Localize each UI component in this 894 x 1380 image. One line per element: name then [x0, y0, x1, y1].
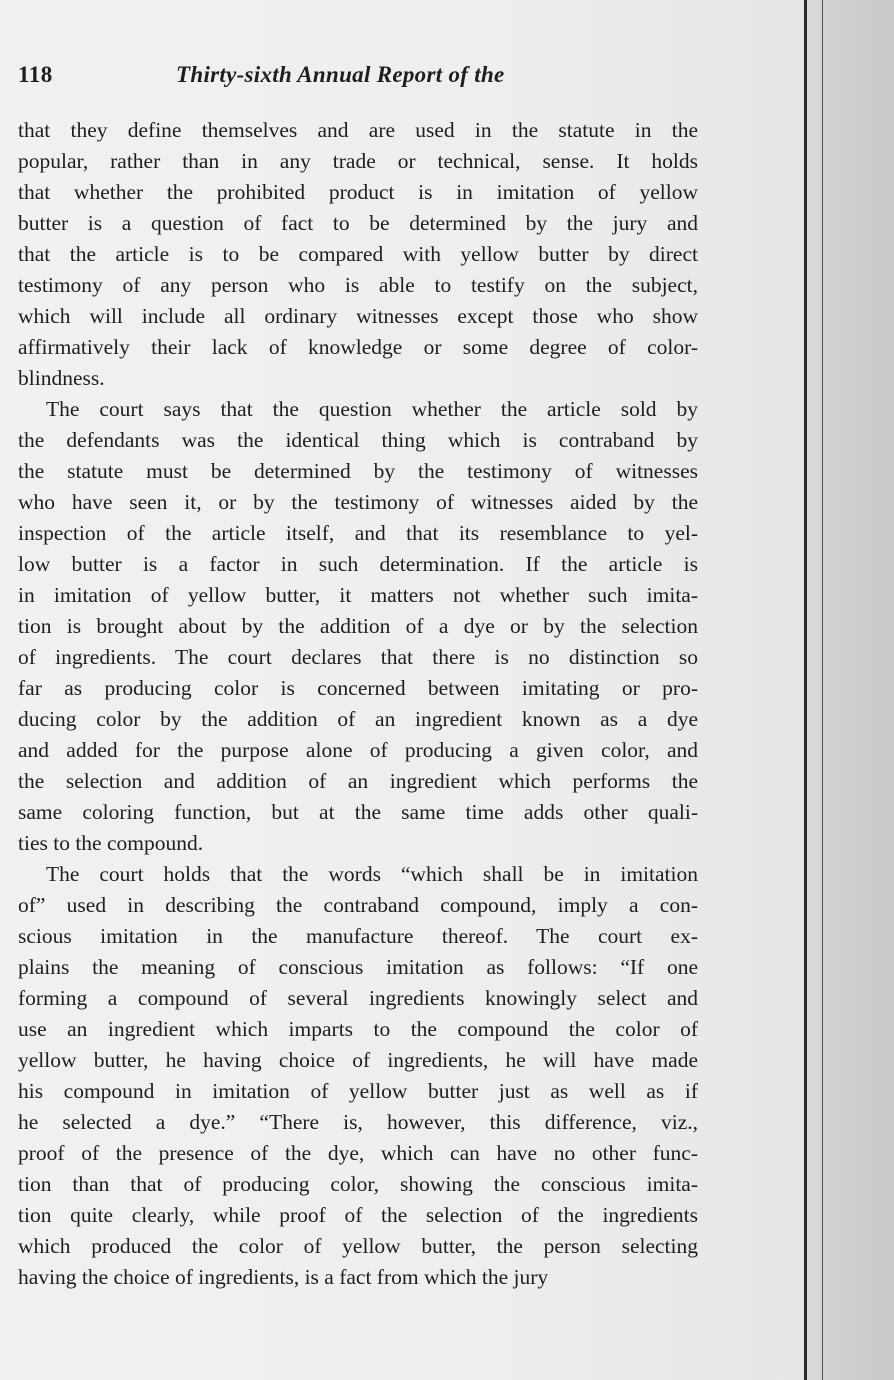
running-header: [18, 60, 698, 92]
text-line: plains the meaning of conscious imitation as follows: “If one: [18, 955, 698, 979]
text-line: ties to the compound.: [18, 831, 204, 855]
text-line: who have seen it, or by the testimony of witnesses aided by the: [18, 490, 698, 514]
text-line: The court holds that the words “which shall be in imitation: [46, 862, 698, 886]
text-line: butter is a question of fact to be determined by the jury and: [18, 211, 698, 235]
text-line: of ingredients. The court declares that there is no distinction so: [18, 645, 698, 669]
paragraph: [18, 115, 698, 394]
text-line: proof of the presence of the dye, which can have no other func-: [18, 1141, 698, 1165]
text-line: far as producing color is concerned between imitating or pro-: [18, 676, 698, 700]
text-line: his compound in imitation of yellow butter just as well as if: [18, 1079, 698, 1103]
text-line: the defendants was the identical thing which is contraband by: [18, 428, 698, 452]
text-line: that whether the prohibited product is in imitation of yellow: [18, 180, 698, 204]
text-line: inspection of the article itself, and that its resemblance to yel-: [18, 521, 698, 545]
text-line: tion quite clearly, while proof of the selection of the ingredients: [18, 1203, 698, 1227]
text-line: ducing color by the addition of an ingredient known as a dye: [18, 707, 698, 731]
text-line: popular, rather than in any trade or technical, sense. It holds: [18, 149, 698, 173]
text-line: having the choice of ingredients, is a fact from which the jury: [18, 1265, 549, 1289]
text-line: testimony of any person who is able to testify on the subject,: [18, 273, 698, 297]
text-line: blindness.: [18, 366, 105, 390]
page-fold-line: [822, 0, 823, 1380]
text-line: tion is brought about by the addition of a dye or by the selection: [18, 614, 698, 638]
text-line: which produced the color of yellow butter, the person selecting: [18, 1234, 698, 1258]
text-line: of” used in describing the contraband compound, imply a con-: [18, 893, 698, 917]
text-line: which will include all ordinary witnesses except those who show: [18, 304, 698, 328]
running-title: Thirty-sixth Annual Report of the: [176, 62, 505, 87]
text-line: the selection and addition of an ingredient which performs the: [18, 769, 698, 793]
paragraph: [18, 394, 698, 859]
text-line: tion than that of producing color, showing the conscious imita-: [18, 1172, 698, 1196]
adjacent-page-edge: [807, 0, 894, 1380]
text-line: low butter is a factor in such determination. If the article is: [18, 552, 698, 576]
text-line: The court says that the question whether the article sold by: [46, 397, 698, 421]
text-line: the statute must be determined by the testimony of witnesses: [18, 459, 698, 483]
body-text: [18, 115, 698, 1293]
paragraph: [18, 859, 698, 1293]
text-line: and added for the purpose alone of producing a given color, and: [18, 738, 698, 762]
text-line: scious imitation in the manufacture thereof. The court ex-: [18, 924, 698, 948]
text-line: that the article is to be compared with yellow butter by direct: [18, 242, 698, 266]
text-line: he selected a dye.” “There is, however, this difference, viz.,: [18, 1110, 698, 1134]
text-line: in imitation of yellow butter, it matters not whether such imita-: [18, 583, 698, 607]
text-line: same coloring function, but at the same time adds other quali-: [18, 800, 698, 824]
text-line: affirmatively their lack of knowledge or some degree of color-: [18, 335, 698, 359]
page-number: 118: [18, 62, 53, 87]
text-line: yellow butter, he having choice of ingredients, he will have made: [18, 1048, 698, 1072]
text-line: forming a compound of several ingredients knowingly select and: [18, 986, 698, 1010]
text-line: that they define themselves and are used in the statute in the: [18, 118, 698, 142]
text-line: use an ingredient which imparts to the compound the color of: [18, 1017, 698, 1041]
